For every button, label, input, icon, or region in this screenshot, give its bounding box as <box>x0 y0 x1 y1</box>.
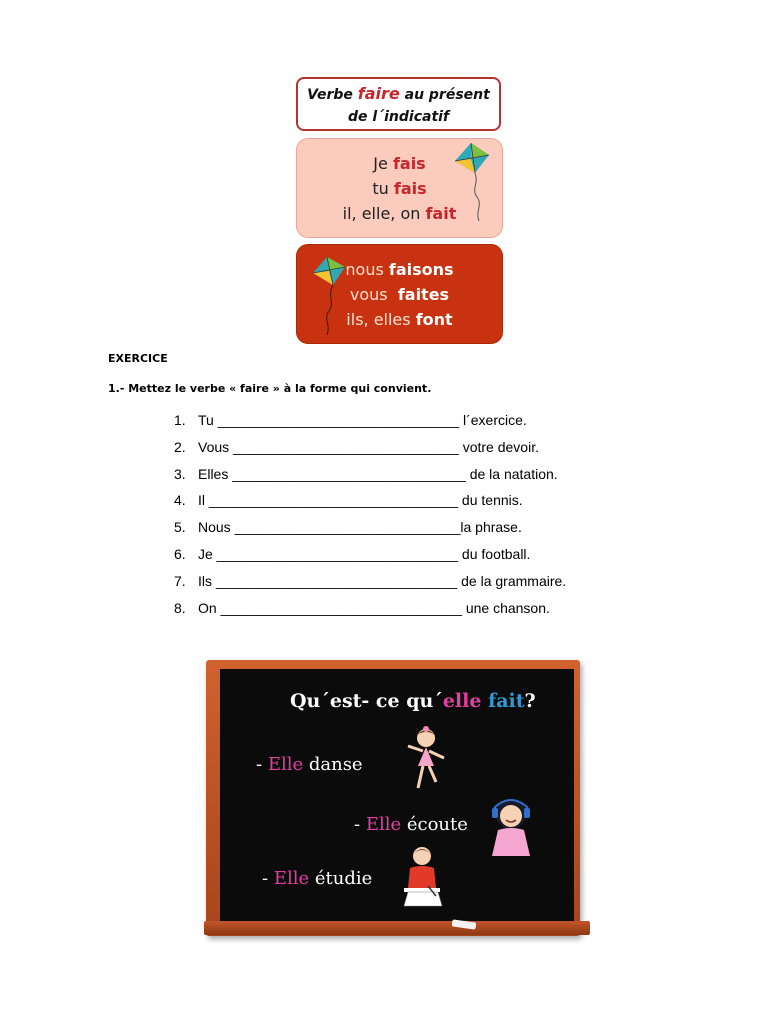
verb-title-line1: Verbe faire au présent <box>307 84 490 103</box>
exercise-item: 6. Je _______________________________ du football. <box>174 545 531 562</box>
kite-icon <box>449 141 495 225</box>
exercise-item: 2. Vous _____________________________ votre devoir. <box>174 438 539 455</box>
exercise-item: 3. Elles ______________________________ de la natation. <box>174 465 558 482</box>
exercise-heading: EXERCICE <box>108 352 168 365</box>
exercise-item-text: Je _______________________________ du football. <box>198 545 531 562</box>
chalkboard-line-ecoute: - Elle écoute <box>354 814 468 835</box>
exercise-item-text: Nous _____________________________la phrase. <box>198 519 522 536</box>
exercise-item-text: On _______________________________ une chanson. <box>198 599 550 616</box>
chalkboard-line-etudie: - Elle étudie <box>262 868 373 889</box>
conj-row-nous: nous faisons <box>345 260 454 279</box>
exercise-list <box>174 411 566 625</box>
exercise-item: 4. Il ________________________________ du tennis. <box>174 492 523 509</box>
conj-row-je: Je fais <box>373 154 426 173</box>
plural-conjugation-box <box>296 244 503 344</box>
verb-title-verb: faire <box>357 84 400 103</box>
chalkboard-question: Qu´est- ce qu´elle fait? <box>290 690 536 712</box>
exercise-item-text: Il ________________________________ du tennis. <box>198 492 523 509</box>
chalkboard-ledge <box>204 921 590 935</box>
exercise-item: 8. On _______________________________ une chanson. <box>174 599 550 616</box>
exercise-item: 7. Ils _______________________________ de la grammaire. <box>174 572 567 589</box>
conj-row-vous: vous faites <box>349 285 450 304</box>
conj-row-ils: ils, elles font <box>346 310 453 329</box>
exercise-item: 5. Nous _____________________________la phrase. <box>174 519 522 536</box>
verb-title-box <box>296 77 501 131</box>
studying-girl-icon <box>398 842 446 912</box>
exercise-item: 1. Tu _______________________________ l´exercice. <box>174 412 527 428</box>
singular-conjugation-box <box>296 138 503 238</box>
kite-icon <box>309 255 349 337</box>
conj-row-tu: tu fais <box>372 179 427 198</box>
chalkboard-line-danse: - Elle danse <box>256 754 363 775</box>
conj-row-il: il, elle, on fait <box>342 204 457 223</box>
dancing-girl-icon <box>402 726 448 796</box>
exercise-item-text: Ils _______________________________ de la grammaire. <box>198 572 567 589</box>
listening-girl-icon <box>486 792 536 858</box>
exercise-item-text: Vous _____________________________ votre devoir. <box>198 438 539 455</box>
exercise-item-text: Tu _______________________________ l´exercice. <box>198 412 527 428</box>
exercise-instruction: 1.- Mettez le verbe « faire » à la forme qui convient. <box>108 382 432 395</box>
verb-title-line2: de l´indicatif <box>347 109 450 125</box>
exercise-item-text: Elles ______________________________ de la natation. <box>198 465 558 482</box>
